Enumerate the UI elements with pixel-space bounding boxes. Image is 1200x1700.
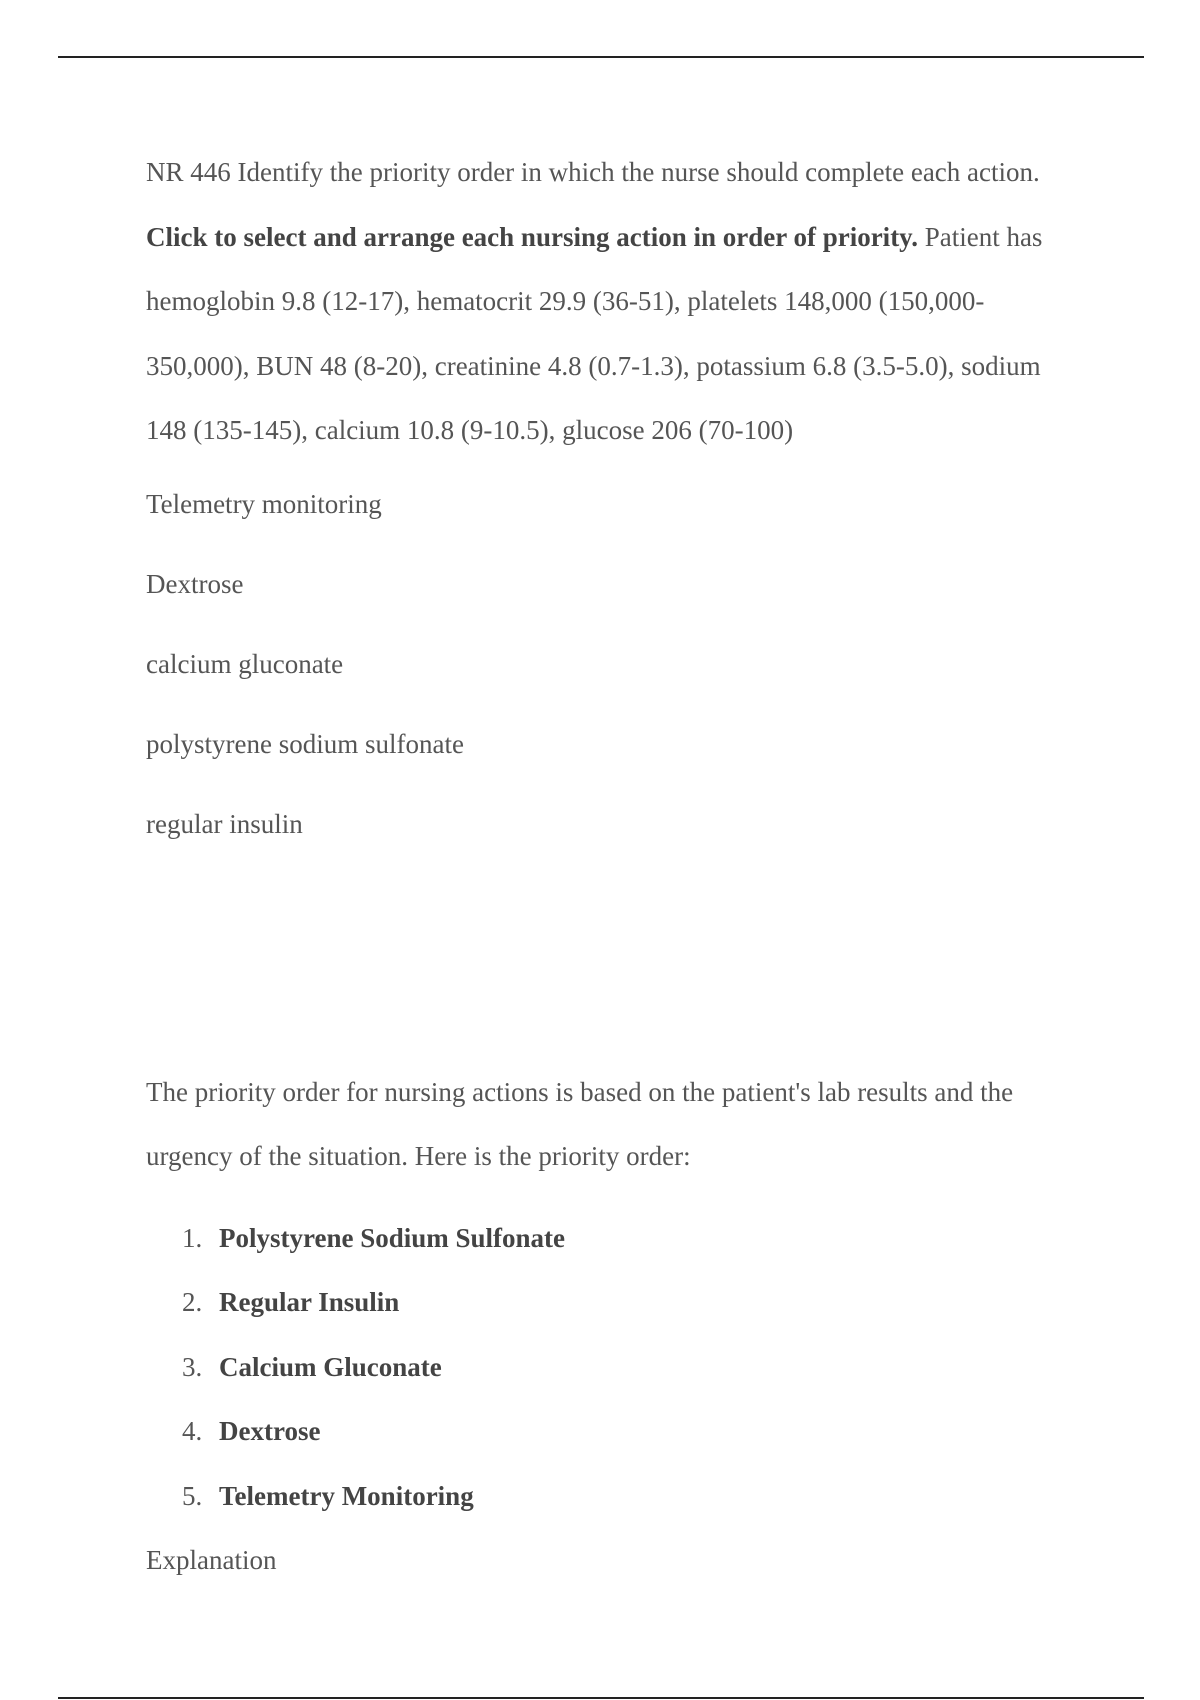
priority-label: Telemetry Monitoring [219,1480,474,1511]
priority-number: 5. [182,1480,203,1511]
priority-label: Polystyrene Sodium Sulfonate [219,1222,566,1253]
question-intro: NR 446 Identify the priority order in which the nurse should complete each action. [146,157,1040,187]
priority-item-5 [182,1464,1076,1529]
priority-item-4 [182,1399,1076,1464]
priority-number: 3. [182,1351,203,1382]
priority-number: 4. [182,1416,203,1446]
option-regular-insulin[interactable]: regular insulin [146,808,303,839]
priority-label: Regular Insulin [219,1287,400,1317]
priority-item-3 [182,1335,1076,1400]
bottom-rule [58,1697,1144,1699]
explanation-heading: Explanation [146,1545,277,1575]
priority-label: Calcium Gluconate [219,1351,442,1382]
document-body [146,140,1076,1593]
option-dextrose[interactable]: Dextrose [146,568,244,599]
priority-number: 2. [182,1287,203,1317]
priority-label: Dextrose [219,1416,321,1446]
option-calcium-gluconate[interactable]: calcium gluconate [146,648,344,679]
question-text [146,140,1076,463]
answer-intro: The priority order for nursing actions is based on the patient's lab results and the urgency of the situation. Here is the priority order: [146,1076,1014,1171]
option-polystyrene[interactable]: polystyrene sodium sulfonate [146,728,464,759]
option-telemetry[interactable]: Telemetry monitoring [146,488,382,519]
priority-item-2 [182,1270,1076,1335]
priority-list [146,1206,1076,1529]
lab-results: Patient has hemoglobin 9.8 (12-17), hematocrit 29.9 (36-51), platelets 148,000 (150,000-350,000), BUN 48 (8-20), creatinine 4.8 (0.7-1.3), potassium 6.8 (3.5-5.0), sodium 148 (135-145), calcium 10.8 (9-10.5), glucose 206 (70-100) [146,221,1043,445]
priority-number: 1. [182,1222,203,1253]
top-rule [58,56,1144,58]
question-instruction: Click to select and arrange each nursing action in order of priority. [146,221,918,252]
priority-item-1 [182,1206,1076,1271]
